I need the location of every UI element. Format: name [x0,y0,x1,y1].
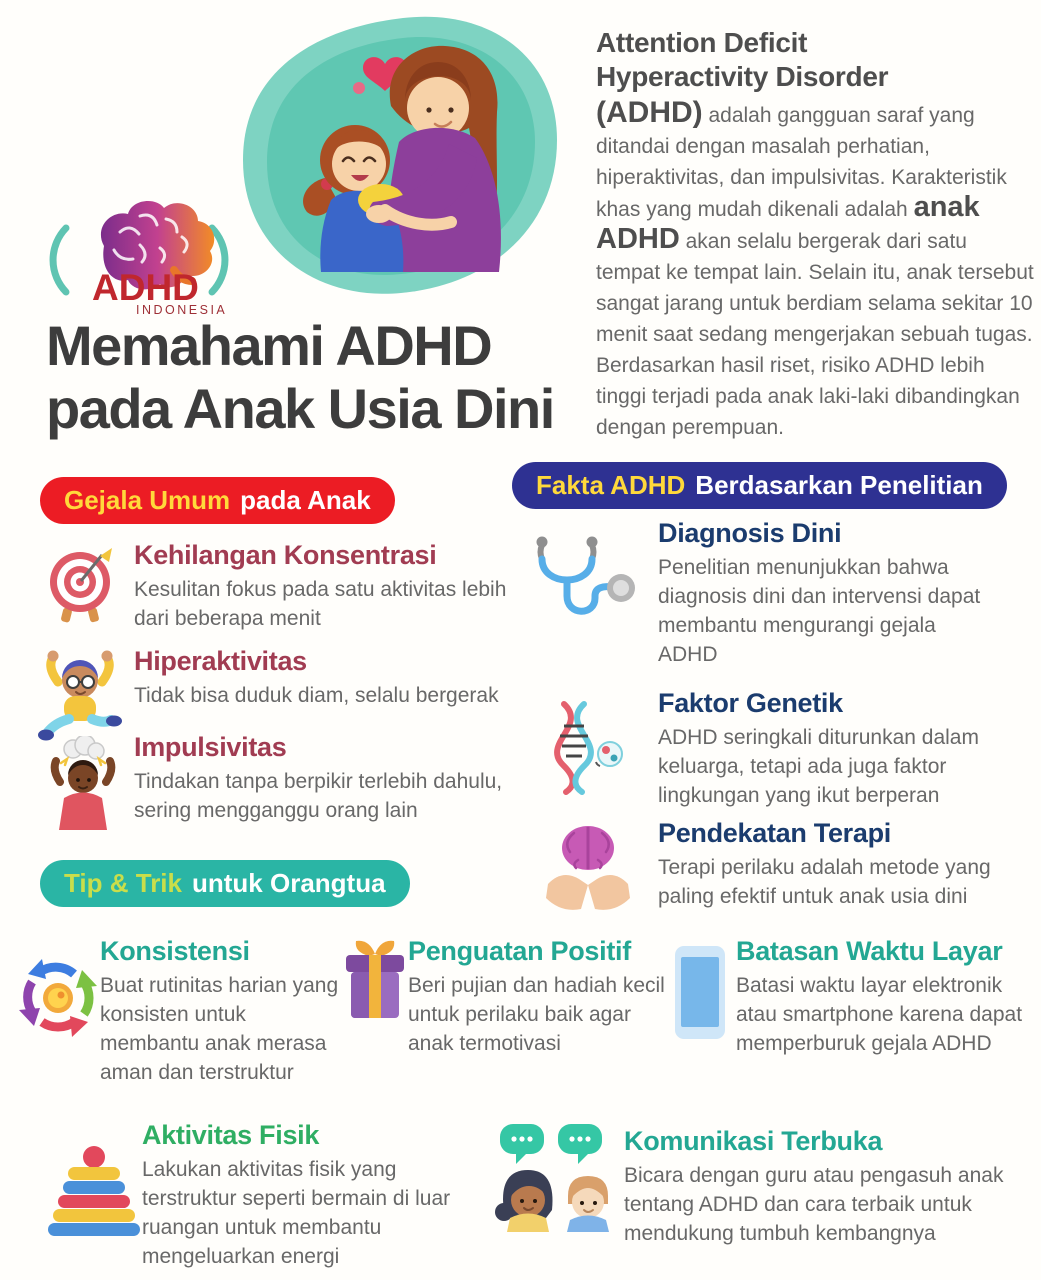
tips-section-badge [40,860,410,907]
tips-item-desc: Beri pujian dan hadiah kecil untuk perilaku baik agar anak termotivasi [408,974,665,1055]
tips-item-desc: Batasi waktu layar elektronik atau smartphone karena dapat memperburuk gejala ADHD [736,974,1023,1055]
fakta-item-title: Diagnosis Dini [658,518,842,548]
page-title-line2: pada Anak Usia Dini [46,377,554,440]
tips-item-title: Konsistensi [100,936,250,966]
gejala-badge-rest: pada Anak [240,485,371,515]
gejala-item [134,732,559,825]
target-icon [44,544,118,628]
fakta-item [658,518,993,669]
intro-heading-line2: Hyperactivity Disorder [596,61,889,92]
intro-body-2: akan selalu bergerak dari satu tempat ke tempat lain. Selain itu, anak tersebut sangat jarang untuk berdiam selama sekitar 10 menit saat sedang mengerjakan sebuah tugas. Berdasarkan hasil riset, risiko ADHD lebih tinggi terjadi pada anak laki-laki dibandingkan dengan perempuan. [596,230,1034,439]
page-title [46,314,586,440]
intro-heading-line1: Attention Deficit [596,27,808,58]
impulsive-child-icon [44,736,124,832]
fakta-item-title: Pendekatan Terapi [658,818,891,848]
tips-badge-highlight: Tip & Trik [64,868,182,898]
cycle-arrows-icon [12,952,106,1044]
fakta-item [658,818,1041,911]
gejala-item-title: Kehilangan Konsentrasi [134,540,437,570]
hero-illustration [233,8,565,300]
smartphone-icon [672,944,730,1042]
stethoscope-icon [528,532,640,656]
tips-item [736,936,1041,1058]
tips-item [624,1126,1024,1248]
tips-item-desc: Buat rutinitas harian yang konsisten untuk membantu anak merasa aman dan terstruktur [100,974,339,1084]
gejala-item-desc: Tindakan tanpa berpikir terlebih dahulu, sering mengganggu orang lain [134,770,503,822]
fakta-badge-highlight: Fakta ADHD [536,470,686,500]
intro-block [596,26,1034,443]
fakta-item-title: Faktor Genetik [658,688,843,718]
logo-brand-text: ADHD [92,267,199,308]
tips-item-desc: Lakukan aktivitas fisik yang terstruktur seperti bermain di luar ruangan untuk membantu mengeluarkan energi [142,1158,451,1268]
logo-sub-text: INDONESIA [136,303,228,316]
gejala-badge-highlight: Gejala Umum [64,485,231,515]
fakta-item-desc: Penelitian menunjukkan bahwa diagnosis dini dan intervensi dapat membantu mengurangi gejala ADHD [658,556,981,666]
adhd-indonesia-logo [40,188,236,316]
tips-item-title: Aktivitas Fisik [142,1120,320,1150]
brain-in-hands-icon [540,818,638,914]
page-title-line1: Memahami ADHD [46,314,492,377]
gejala-item-desc: Kesulitan fokus pada satu aktivitas lebih dari beberapa menit [134,578,507,630]
brain-gradient-icon [40,188,236,316]
mother-hugging-child-illustration [233,8,565,300]
intro-adhd-bold: (ADHD) [596,96,703,129]
gejala-section-badge [40,477,395,524]
children-talking-icon [492,1120,622,1238]
tips-item [408,936,670,1058]
intro-paragraph [596,98,1034,443]
tips-item [100,936,340,1087]
gejala-item-title: Impulsivitas [134,732,287,762]
dna-icon [540,700,628,796]
gejala-item-desc: Tidak bisa duduk diam, selalu bergerak [134,684,499,707]
fakta-item-desc: ADHD seringkali diturunkan dalam keluarga, tetapi ada juga faktor lingkungan yang ikut berperan [658,726,979,807]
fakta-item [658,688,1038,810]
fakta-section-badge [512,462,1007,509]
gejala-item [134,646,564,710]
tips-item-desc: Bicara dengan guru atau pengasuh anak tentang ADHD dan cara terbaik untuk mendukung tumbuh kembangnya [624,1164,1004,1245]
intro-anak-adhd-bold: anak ADHD [596,191,980,255]
fakta-badge-rest: Berdasarkan Penelitian [695,470,983,500]
teal-arc-left [53,228,66,292]
tips-item [142,1120,472,1271]
gejala-item-title: Hiperaktivitas [134,646,307,676]
gift-icon [336,936,416,1024]
intro-body-1: adalah gangguan saraf yang ditandai dengan masalah perhatian, hiperaktivitas, dan impulsivitas. Karakteristik khas yang mudah dikenali adalah [596,104,1007,221]
hyperactive-child-icon [36,650,126,742]
tips-item-title: Batasan Waktu Layar [736,936,1003,966]
stacking-toy-icon [44,1142,146,1242]
tips-badge-rest: untuk Orangtua [192,868,386,898]
tips-item-title: Penguatan Positif [408,936,631,966]
tips-item-title: Komunikasi Terbuka [624,1126,883,1156]
gejala-item [134,540,519,633]
fakta-item-desc: Terapi perilaku adalah metode yang paling efektif untuk anak usia dini [658,856,991,908]
